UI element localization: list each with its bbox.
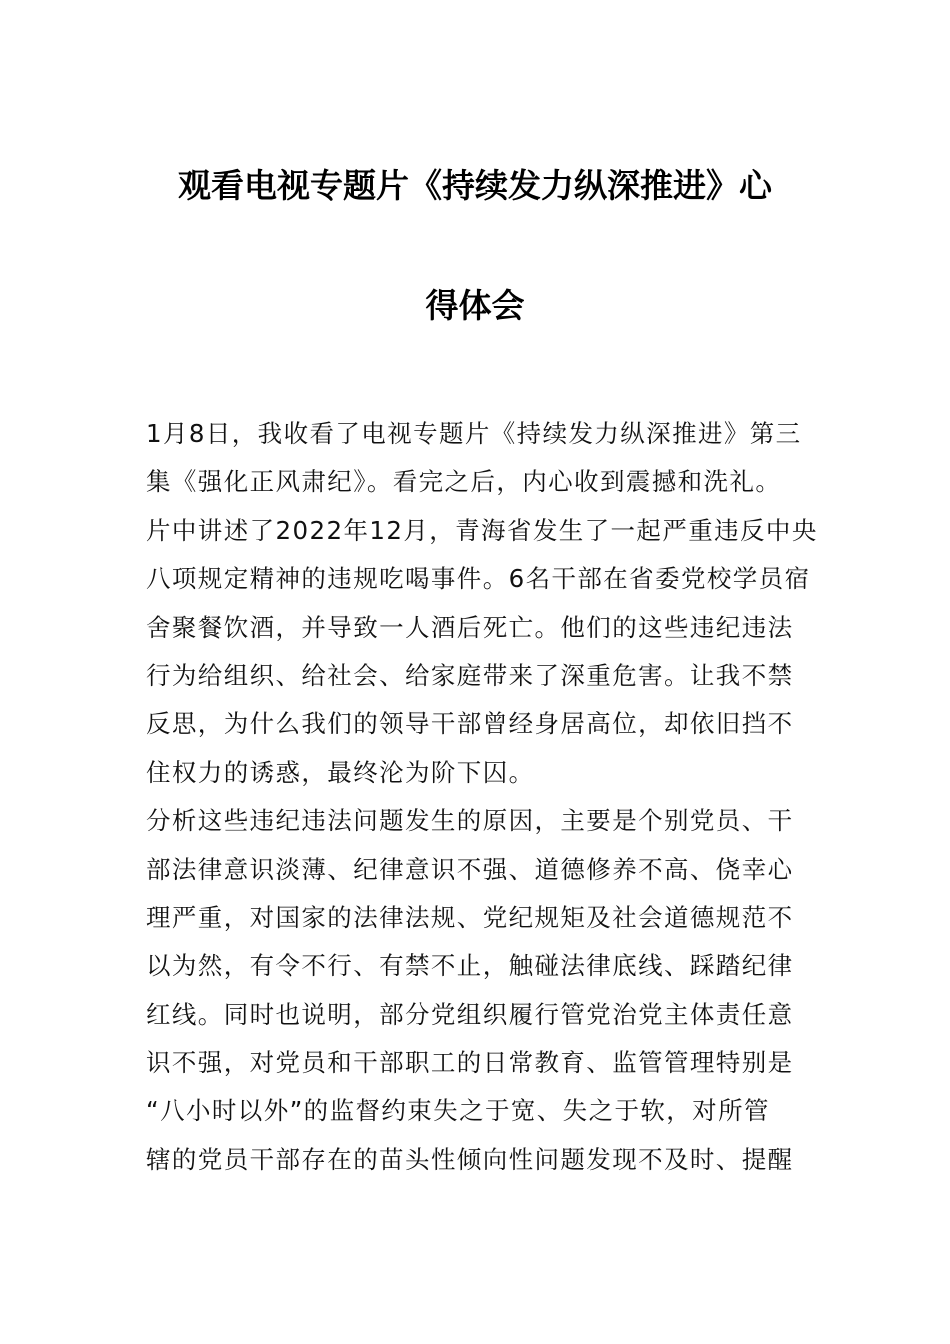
- text-line: 反思，为什么我们的领导干部曾经身居高位，却依旧挡不: [146, 709, 794, 739]
- text-line: 住权力的诱惑，最终沦为阶下囚。: [146, 757, 535, 787]
- text-line: 辖的党员干部存在的苗头性倾向性问题发现不及时、提醒: [146, 1144, 794, 1174]
- text-line: 行为给组织、给社会、给家庭带来了深重危害。让我不禁: [146, 660, 794, 690]
- text-line: 红线。同时也说明，部分党组织履行管党治党主体责任意: [146, 999, 794, 1029]
- text-line: 1月8日，我收看了电视专题片《持续发力纵深推进》第三: [146, 419, 802, 448]
- text-line: 理严重，对国家的法律法规、党纪规矩及社会道德规范不: [146, 902, 794, 932]
- document-title-line-1: 观看电视专题片《持续发力纵深推进》心: [178, 166, 772, 205]
- text-line: 识不强，对党员和干部职工的日常教育、监管管理特别是: [146, 1048, 794, 1078]
- document-body: [146, 410, 818, 1184]
- text-line: 部法律意识淡薄、纪律意识不强、道德修养不高、侥幸心: [146, 854, 794, 884]
- text-line: “八小时以外”的监督约束失之于宽、失之于软，对所管: [146, 1096, 770, 1126]
- text-line: 以为然，有令不行、有禁不止，触碰法律底线、踩踏纪律: [146, 951, 794, 981]
- document-title-line-2: 得体会: [425, 286, 525, 325]
- text-line: 集《强化正风肃纪》。看完之后，内心收到震撼和洗礼。: [146, 467, 782, 497]
- text-line: 分析这些违纪违法问题发生的原因，主要是个别党员、干: [146, 806, 794, 836]
- text-line: 片中讲述了2022年12月，青海省发生了一起严重违反中央: [146, 515, 818, 545]
- paragraph-1: [146, 410, 818, 797]
- paragraph-2: [146, 797, 808, 1184]
- text-line: 八项规定精神的违规吃喝事件。6名干部在省委党校学员宿: [146, 564, 811, 594]
- text-line: 舍聚餐饮酒，并导致一人酒后死亡。他们的这些违纪违法: [146, 612, 794, 642]
